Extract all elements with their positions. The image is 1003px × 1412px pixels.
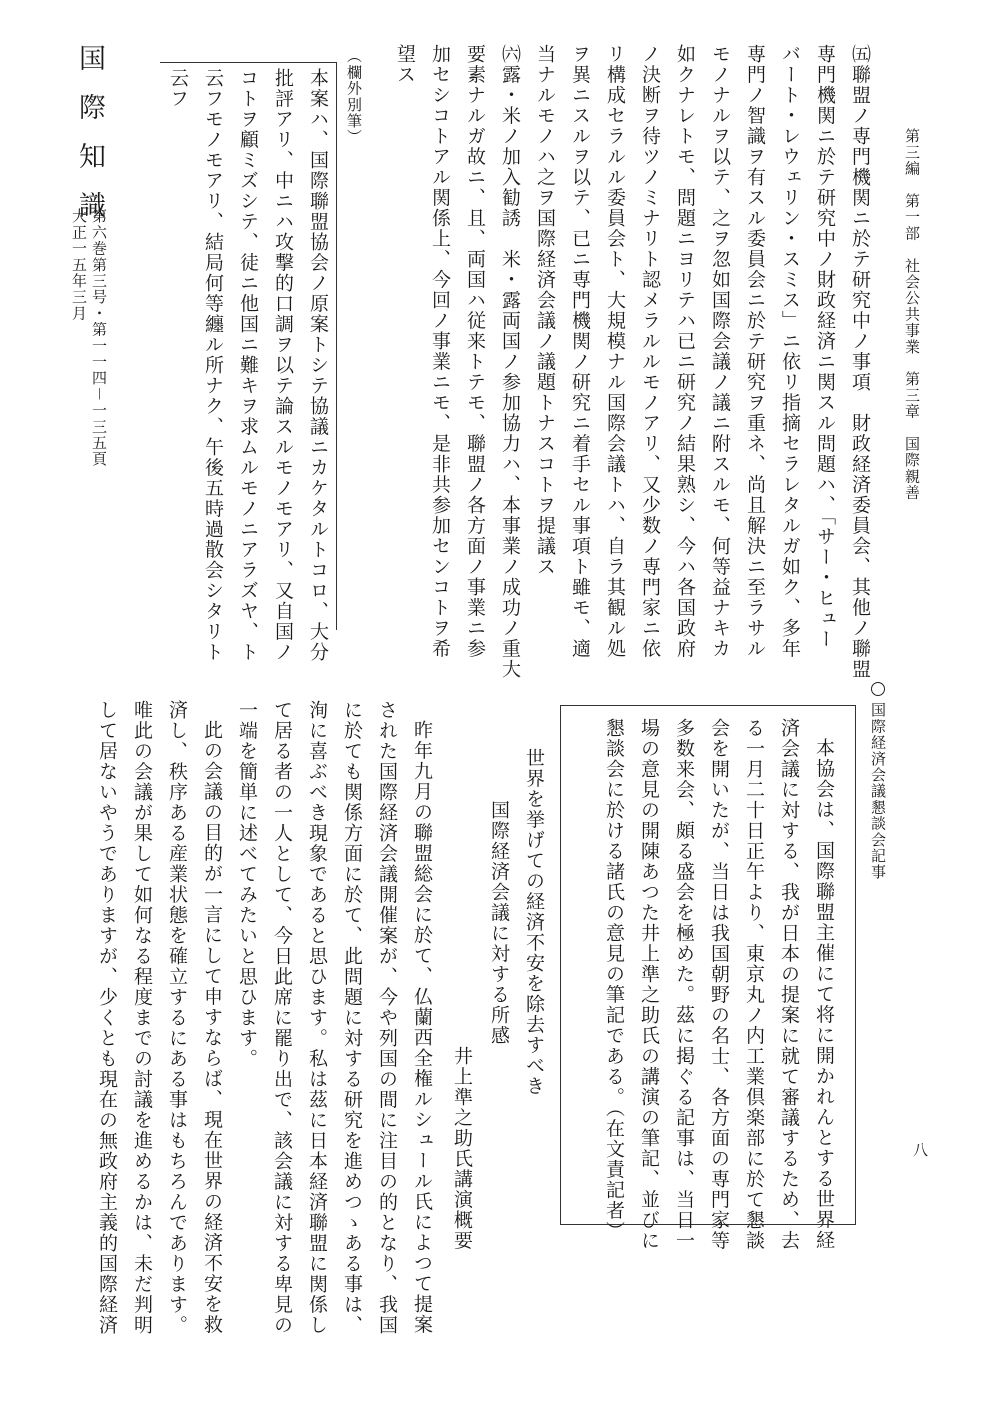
text-line: 望ス xyxy=(394,44,416,85)
text-line: して居ないやうでありますが、少くとも現在の無政府主義的国際経済 xyxy=(96,700,118,1336)
text-line: 唯此の会議が果して如何なる程度までの討議を進めるかは、未だ判明 xyxy=(131,700,153,1336)
text-line: リ構成セラルル委員会ト、大規模ナル国際会議トハ、自ラ其観ル処 xyxy=(604,44,626,659)
lecture-title: 世界を挙げての経済不安を除去すべき xyxy=(523,748,545,1097)
text-line: 済会議に対する、我が日本の提案に就て審議するため、去 xyxy=(778,718,800,1251)
text-line: 云フモノモアリ、結局何等纏ル所ナク、午後五時過散会シタリト xyxy=(202,68,224,663)
text-line: 専門機関ニ於テ研究中ノ財政経済ニ関スル問題ハ、「サー・ヒュー xyxy=(814,44,836,650)
text-line: コトヲ顧ミズシテ、徒ニ他国ニ難キヲ求ムルモノニアラズヤ、ト xyxy=(237,68,259,663)
circle-icon xyxy=(871,682,885,696)
text-line: された国際経済会議開催案が、今や列国の間に注目の的となり、我国 xyxy=(376,700,398,1336)
text-line: バート・レウェリン・スミス」ニ依リ指摘セラレタルガ如ク、多年 xyxy=(779,44,801,659)
text-line: 懇談会に於ける諸氏の意見の筆記である。（在文責記者） xyxy=(603,718,625,1242)
text-line: 会を開いたが、当日は我国朝野の名士、各方面の専門家等 xyxy=(708,718,730,1251)
text-line: モノナルヲ以テ、之ヲ忽如国際会議ノ議ニ附スルモ、何等益ナキカ xyxy=(709,44,731,659)
text-line: 此の会議の目的が一言にして申すならば、現在世界の経済不安を救 xyxy=(201,720,223,1335)
text-line: 本協会は、国際聯盟主催にて将に開かれんとする世界経 xyxy=(813,738,835,1251)
publication-date: 大正一五年三月 xyxy=(70,208,88,322)
text-line: て居る者の一人として、今日此席に罷り出で、該会議に対する卑見の xyxy=(271,700,293,1336)
text-line: ヲ異ニスルヲ以テ、已ニ専門機関ノ研究ニ着手セル事項ト雖モ、適 xyxy=(569,44,591,659)
text-line: に於ても関係方面に於て、此問題に対する研究を進めつゝある事は、 xyxy=(341,700,363,1336)
speaker-name: 井上準之助氏講演概要 xyxy=(451,1046,473,1251)
text-line: ㈤聯盟ノ専門機関ニ於テ研究中ノ事項 財政経済委員会、其他ノ聯盟 xyxy=(849,44,871,680)
record-title xyxy=(870,682,885,880)
text-line: 場の意見の開陳あつた井上準之助氏の講演の筆記、並びに xyxy=(638,718,660,1251)
text-line: 一端を簡単に述べてみたいと思ひます。 xyxy=(236,700,258,1069)
text-line: ノ決断ヲ待ツノミナリト認メラルルモノアリ、又少数ノ専門家ニ依 xyxy=(639,44,661,659)
journal-name: 国際知識 xyxy=(74,44,105,240)
text-line: 済し、秩序ある産業状態を確立するにある事はもちろんであります。 xyxy=(166,700,188,1336)
marginal-note-bracket-top xyxy=(160,62,337,63)
text-line: 昨年九月の聯盟総会に於て、仏蘭西全権ルシュール氏によつて提案 xyxy=(411,720,433,1335)
text-line: 加セシコトアル関係上、今回ノ事業ニモ、是非共参加センコトヲ希 xyxy=(429,44,451,659)
text-line: 洵に喜ぶべき現象であると思ひます。私は茲に日本経済聯盟に関係し xyxy=(306,700,328,1336)
text-line: 云フ xyxy=(167,68,189,109)
text-line: 本案ハ、国際聯盟協会ノ原案トシテ協議ニカケタルトコロ、大分 xyxy=(307,68,329,663)
text-line: 批評アリ、中ニハ攻撃的口調ヲ以テ論スルモノモアリ、又自国ノ xyxy=(272,68,294,663)
marginal-note-bracket xyxy=(336,62,337,630)
text-line: 専門ノ智識ヲ有スル委員会ニ於テ研究ヲ重ネ、尚且解決ニ至ラサル xyxy=(744,44,766,659)
text-line: 当ナルモノハ之ヲ国際経済会議ノ議題トナスコトヲ提議ス xyxy=(534,44,556,577)
text-line: ㈥露・米ノ加入勧誘 米・露両国ノ参加協力ハ、本事業ノ成功ノ重大 xyxy=(499,44,521,680)
text-line: 要素ナルガ故ニ、且、両国ハ従来トテモ、聯盟ノ各方面ノ事業ニ参 xyxy=(464,44,486,659)
volume-info: 第六巻第三号・第一一四－一三五頁 xyxy=(90,208,108,468)
text-line: 多数来会、頗る盛会を極めた。茲に掲ぐる記事は、当日一 xyxy=(673,718,695,1251)
running-head: 第三編 第一部 社会公共事業 第三章 国際親善 xyxy=(903,128,921,501)
lecture-subtitle: 国際経済会議に対する所感 xyxy=(488,800,510,1046)
text-line: る一月二十日正午より、東京丸ノ内工業倶楽部に於て懇談 xyxy=(743,718,765,1251)
record-title-text: 国際経済会議懇談会記事 xyxy=(869,702,887,881)
page-number: 八 xyxy=(911,1142,929,1159)
text-line: 如クナレトモ、問題ニヨリテハ已ニ研究ノ結果熟シ、今ハ各国政府 xyxy=(674,44,696,659)
marginal-note-label: （欄外別筆） xyxy=(345,48,363,146)
